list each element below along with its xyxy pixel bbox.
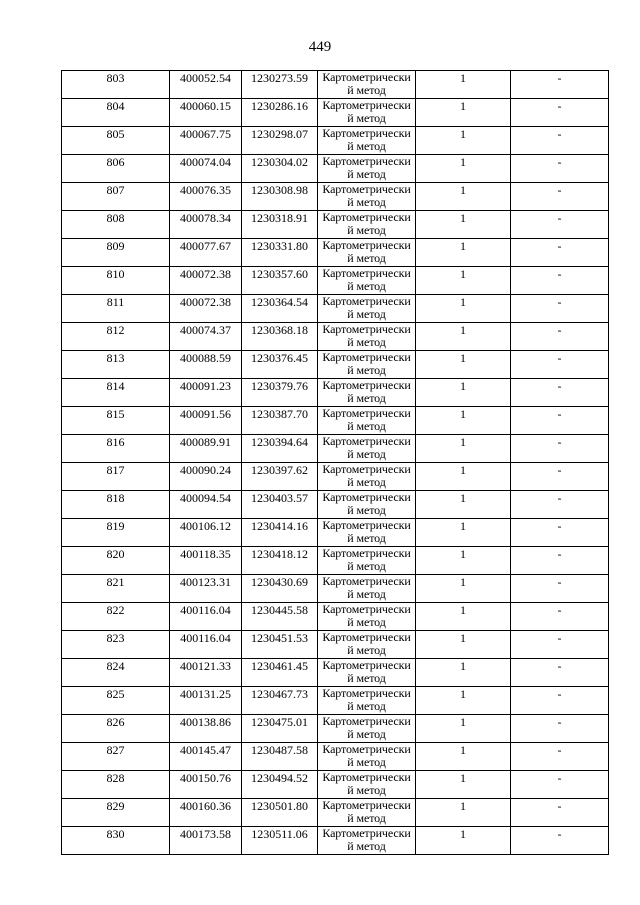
dash-cell: - — [511, 239, 609, 267]
y-coordinate-cell: 1230451.53 — [242, 631, 318, 659]
value-cell: 1 — [416, 687, 511, 715]
value-cell: 1 — [416, 127, 511, 155]
y-coordinate-cell: 1230475.01 — [242, 715, 318, 743]
y-coordinate-cell: 1230273.59 — [242, 71, 318, 99]
value-cell: 1 — [416, 407, 511, 435]
value-cell: 1 — [416, 463, 511, 491]
table-row — [62, 827, 609, 855]
dash-cell: - — [511, 631, 609, 659]
method-cell: Картометрически й метод — [318, 323, 416, 351]
y-coordinate-cell: 1230511.06 — [242, 827, 318, 855]
point-number-cell: 829 — [62, 799, 170, 827]
method-cell: Картометрически й метод — [318, 211, 416, 239]
point-number-cell: 821 — [62, 575, 170, 603]
dash-cell: - — [511, 71, 609, 99]
method-cell: Картометрически й метод — [318, 379, 416, 407]
dash-cell: - — [511, 491, 609, 519]
value-cell: 1 — [416, 183, 511, 211]
y-coordinate-cell: 1230368.18 — [242, 323, 318, 351]
table-row — [62, 267, 609, 295]
value-cell: 1 — [416, 295, 511, 323]
value-cell: 1 — [416, 603, 511, 631]
point-number-cell: 806 — [62, 155, 170, 183]
x-coordinate-cell: 400160.36 — [170, 799, 242, 827]
dash-cell: - — [511, 351, 609, 379]
method-cell: Картометрически й метод — [318, 743, 416, 771]
x-coordinate-cell: 400072.38 — [170, 267, 242, 295]
dash-cell: - — [511, 211, 609, 239]
point-number-cell: 823 — [62, 631, 170, 659]
y-coordinate-cell: 1230387.70 — [242, 407, 318, 435]
x-coordinate-cell: 400052.54 — [170, 71, 242, 99]
method-cell: Картометрически й метод — [318, 603, 416, 631]
table-row — [62, 351, 609, 379]
table-row — [62, 407, 609, 435]
y-coordinate-cell: 1230394.64 — [242, 435, 318, 463]
x-coordinate-cell: 400076.35 — [170, 183, 242, 211]
dash-cell: - — [511, 519, 609, 547]
value-cell: 1 — [416, 351, 511, 379]
y-coordinate-cell: 1230461.45 — [242, 659, 318, 687]
y-coordinate-cell: 1230298.07 — [242, 127, 318, 155]
x-coordinate-cell: 400074.37 — [170, 323, 242, 351]
method-cell: Картометрически й метод — [318, 351, 416, 379]
x-coordinate-cell: 400121.33 — [170, 659, 242, 687]
x-coordinate-cell: 400138.86 — [170, 715, 242, 743]
x-coordinate-cell: 400094.54 — [170, 491, 242, 519]
x-coordinate-cell: 400118.35 — [170, 547, 242, 575]
value-cell: 1 — [416, 631, 511, 659]
y-coordinate-cell: 1230308.98 — [242, 183, 318, 211]
y-coordinate-cell: 1230445.58 — [242, 603, 318, 631]
value-cell: 1 — [416, 379, 511, 407]
table-row — [62, 547, 609, 575]
method-cell: Картометрически й метод — [318, 127, 416, 155]
method-cell: Картометрически й метод — [318, 547, 416, 575]
value-cell: 1 — [416, 435, 511, 463]
x-coordinate-cell: 400077.67 — [170, 239, 242, 267]
y-coordinate-cell: 1230418.12 — [242, 547, 318, 575]
x-coordinate-cell: 400089.91 — [170, 435, 242, 463]
value-cell: 1 — [416, 743, 511, 771]
value-cell: 1 — [416, 659, 511, 687]
x-coordinate-cell: 400072.38 — [170, 295, 242, 323]
x-coordinate-cell: 400145.47 — [170, 743, 242, 771]
dash-cell: - — [511, 407, 609, 435]
value-cell: 1 — [416, 827, 511, 855]
dash-cell: - — [511, 155, 609, 183]
x-coordinate-cell: 400078.34 — [170, 211, 242, 239]
point-number-cell: 826 — [62, 715, 170, 743]
point-number-cell: 827 — [62, 743, 170, 771]
x-coordinate-cell: 400131.25 — [170, 687, 242, 715]
y-coordinate-cell: 1230403.57 — [242, 491, 318, 519]
table-row — [62, 239, 609, 267]
table-row — [62, 743, 609, 771]
x-coordinate-cell: 400088.59 — [170, 351, 242, 379]
x-coordinate-cell: 400173.58 — [170, 827, 242, 855]
point-number-cell: 810 — [62, 267, 170, 295]
coordinates-table — [61, 70, 609, 855]
dash-cell: - — [511, 379, 609, 407]
dash-cell: - — [511, 771, 609, 799]
y-coordinate-cell: 1230414.16 — [242, 519, 318, 547]
y-coordinate-cell: 1230376.45 — [242, 351, 318, 379]
dash-cell: - — [511, 799, 609, 827]
dash-cell: - — [511, 435, 609, 463]
dash-cell: - — [511, 659, 609, 687]
table-row — [62, 183, 609, 211]
x-coordinate-cell: 400106.12 — [170, 519, 242, 547]
method-cell: Картометрически й метод — [318, 575, 416, 603]
table-body — [62, 71, 609, 855]
table-row — [62, 323, 609, 351]
dash-cell: - — [511, 575, 609, 603]
method-cell: Картометрически й метод — [318, 407, 416, 435]
table-row — [62, 155, 609, 183]
method-cell: Картометрически й метод — [318, 771, 416, 799]
method-cell: Картометрически й метод — [318, 631, 416, 659]
dash-cell: - — [511, 603, 609, 631]
point-number-cell: 804 — [62, 99, 170, 127]
table-row — [62, 379, 609, 407]
x-coordinate-cell: 400090.24 — [170, 463, 242, 491]
table-row — [62, 127, 609, 155]
x-coordinate-cell: 400091.23 — [170, 379, 242, 407]
method-cell: Картометрически й метод — [318, 99, 416, 127]
point-number-cell: 812 — [62, 323, 170, 351]
table-row — [62, 771, 609, 799]
y-coordinate-cell: 1230494.52 — [242, 771, 318, 799]
value-cell: 1 — [416, 211, 511, 239]
x-coordinate-cell: 400067.75 — [170, 127, 242, 155]
y-coordinate-cell: 1230430.69 — [242, 575, 318, 603]
value-cell: 1 — [416, 771, 511, 799]
x-coordinate-cell: 400074.04 — [170, 155, 242, 183]
table-row — [62, 71, 609, 99]
method-cell: Картометрически й метод — [318, 687, 416, 715]
point-number-cell: 803 — [62, 71, 170, 99]
point-number-cell: 809 — [62, 239, 170, 267]
method-cell: Картометрически й метод — [318, 799, 416, 827]
y-coordinate-cell: 1230397.62 — [242, 463, 318, 491]
y-coordinate-cell: 1230501.80 — [242, 799, 318, 827]
point-number-cell: 824 — [62, 659, 170, 687]
point-number-cell: 819 — [62, 519, 170, 547]
x-coordinate-cell: 400150.76 — [170, 771, 242, 799]
dash-cell: - — [511, 687, 609, 715]
dash-cell: - — [511, 127, 609, 155]
y-coordinate-cell: 1230467.73 — [242, 687, 318, 715]
value-cell: 1 — [416, 519, 511, 547]
point-number-cell: 814 — [62, 379, 170, 407]
point-number-cell: 825 — [62, 687, 170, 715]
point-number-cell: 813 — [62, 351, 170, 379]
dash-cell: - — [511, 183, 609, 211]
table-row — [62, 659, 609, 687]
y-coordinate-cell: 1230331.80 — [242, 239, 318, 267]
point-number-cell: 807 — [62, 183, 170, 211]
table-row — [62, 715, 609, 743]
point-number-cell: 816 — [62, 435, 170, 463]
table-row — [62, 435, 609, 463]
dash-cell: - — [511, 463, 609, 491]
method-cell: Картометрически й метод — [318, 715, 416, 743]
value-cell: 1 — [416, 323, 511, 351]
table-row — [62, 211, 609, 239]
point-number-cell: 808 — [62, 211, 170, 239]
method-cell: Картометрически й метод — [318, 239, 416, 267]
table-row — [62, 463, 609, 491]
table-row — [62, 631, 609, 659]
table-row — [62, 99, 609, 127]
dash-cell: - — [511, 323, 609, 351]
dash-cell: - — [511, 99, 609, 127]
value-cell: 1 — [416, 547, 511, 575]
x-coordinate-cell: 400123.31 — [170, 575, 242, 603]
x-coordinate-cell: 400116.04 — [170, 631, 242, 659]
value-cell: 1 — [416, 267, 511, 295]
point-number-cell: 805 — [62, 127, 170, 155]
point-number-cell: 817 — [62, 463, 170, 491]
x-coordinate-cell: 400091.56 — [170, 407, 242, 435]
page-number: 449 — [308, 39, 332, 55]
x-coordinate-cell: 400116.04 — [170, 603, 242, 631]
method-cell: Картометрически й метод — [318, 183, 416, 211]
method-cell: Картометрически й метод — [318, 267, 416, 295]
method-cell: Картометрически й метод — [318, 659, 416, 687]
point-number-cell: 830 — [62, 827, 170, 855]
value-cell: 1 — [416, 155, 511, 183]
value-cell: 1 — [416, 575, 511, 603]
point-number-cell: 818 — [62, 491, 170, 519]
value-cell: 1 — [416, 239, 511, 267]
method-cell: Картометрически й метод — [318, 155, 416, 183]
y-coordinate-cell: 1230304.02 — [242, 155, 318, 183]
method-cell: Картометрически й метод — [318, 463, 416, 491]
dash-cell: - — [511, 295, 609, 323]
y-coordinate-cell: 1230379.76 — [242, 379, 318, 407]
y-coordinate-cell: 1230487.58 — [242, 743, 318, 771]
y-coordinate-cell: 1230318.91 — [242, 211, 318, 239]
value-cell: 1 — [416, 99, 511, 127]
value-cell: 1 — [416, 715, 511, 743]
point-number-cell: 822 — [62, 603, 170, 631]
y-coordinate-cell: 1230357.60 — [242, 267, 318, 295]
table-row — [62, 799, 609, 827]
point-number-cell: 815 — [62, 407, 170, 435]
value-cell: 1 — [416, 71, 511, 99]
method-cell: Картометрически й метод — [318, 295, 416, 323]
dash-cell: - — [511, 547, 609, 575]
method-cell: Картометрически й метод — [318, 519, 416, 547]
method-cell: Картометрически й метод — [318, 827, 416, 855]
point-number-cell: 811 — [62, 295, 170, 323]
table-row — [62, 687, 609, 715]
table-row — [62, 575, 609, 603]
dash-cell: - — [511, 715, 609, 743]
method-cell: Картометрически й метод — [318, 435, 416, 463]
method-cell: Картометрически й метод — [318, 71, 416, 99]
table-row — [62, 603, 609, 631]
table-row — [62, 519, 609, 547]
x-coordinate-cell: 400060.15 — [170, 99, 242, 127]
point-number-cell: 820 — [62, 547, 170, 575]
dash-cell: - — [511, 267, 609, 295]
table-row — [62, 491, 609, 519]
dash-cell: - — [511, 827, 609, 855]
point-number-cell: 828 — [62, 771, 170, 799]
y-coordinate-cell: 1230286.16 — [242, 99, 318, 127]
method-cell: Картометрически й метод — [318, 491, 416, 519]
value-cell: 1 — [416, 491, 511, 519]
value-cell: 1 — [416, 799, 511, 827]
table-row — [62, 295, 609, 323]
dash-cell: - — [511, 743, 609, 771]
y-coordinate-cell: 1230364.54 — [242, 295, 318, 323]
